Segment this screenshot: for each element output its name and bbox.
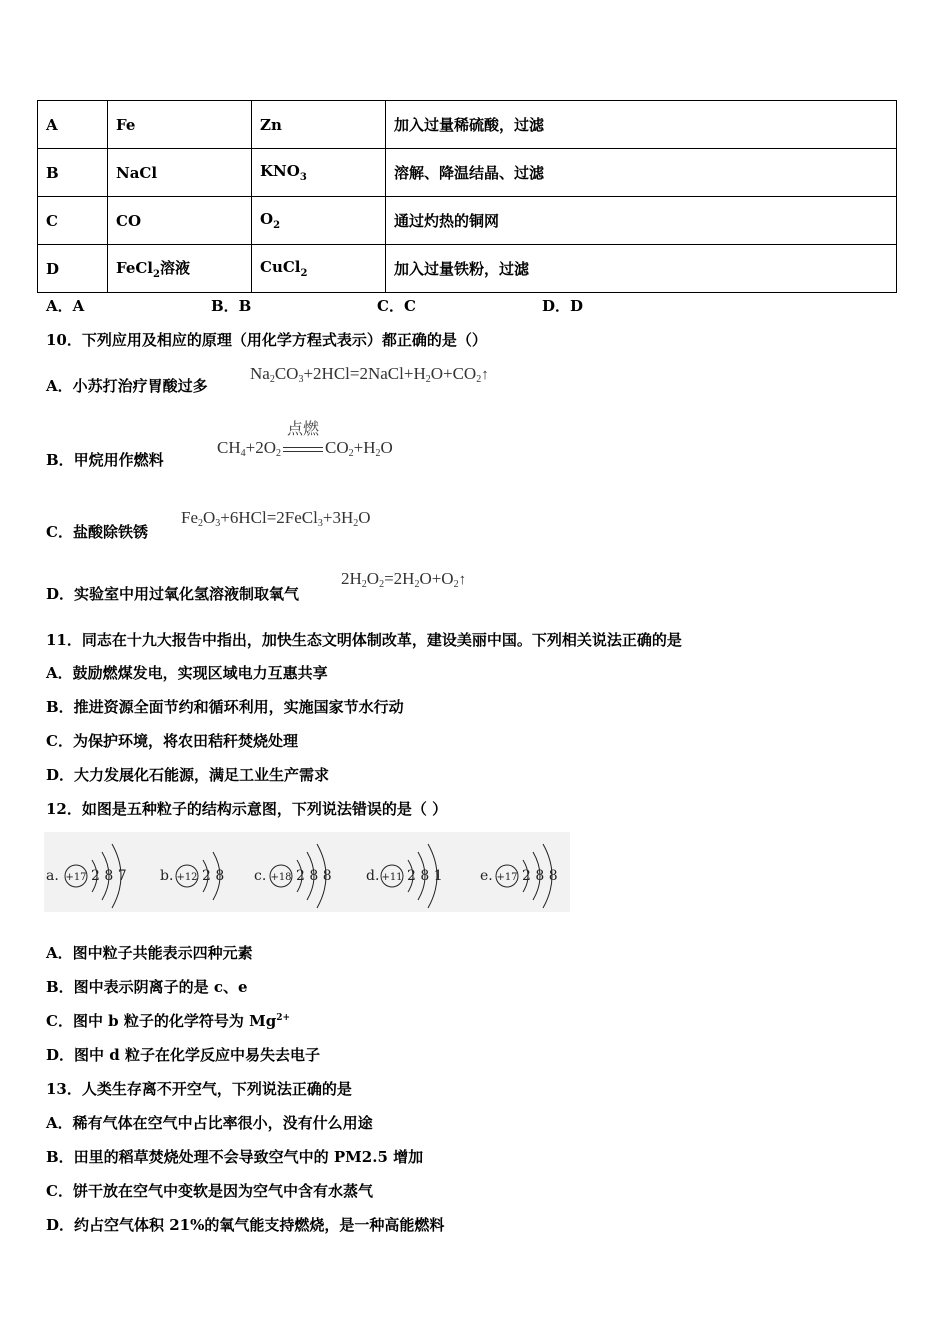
q11-option-d[interactable]: D．大力发展化石能源，满足工业生产需求 [46,766,330,784]
formula-main: O [260,210,274,228]
formula-sub: 2 [153,269,160,280]
choice-d[interactable]: D．D [542,297,584,315]
q11-option-a[interactable]: A．鼓励燃煤发电，实现区域电力互惠共享 [46,664,328,682]
shell-electrons: 2 8 8 [296,868,332,884]
method-cell: 溶解、降温结晶、过滤 [386,149,897,197]
formula-sub: 3 [299,172,307,183]
choice-b[interactable]: B．B [211,297,252,315]
q13-option-b[interactable]: B．田里的稻草焚烧处理不会导致空气中的 PM2.5 增加 [46,1148,424,1166]
substance-cell [108,245,252,293]
shell-electrons: 2 8 1 [407,868,443,884]
choice-a[interactable]: A．A [46,297,85,315]
table-row [38,197,897,245]
method-cell: 加入过量铁粉，过滤 [386,245,897,293]
nucleus-charge: +11 [381,872,403,883]
particle-label: a. [46,868,59,884]
particle-label: b. [160,868,174,884]
substance-cell: CO [108,197,252,245]
particle-e [480,844,558,908]
shell-electrons: 2 8 7 [91,868,127,884]
formula-sub: 2 [273,220,281,231]
q10-option-a[interactable]: A．小苏打治疗胃酸过多 [46,377,208,395]
substance-cell: NaCl [108,149,252,197]
q13-stem: 13．人类生存离不开空气，下列说法正确的是 [46,1080,352,1098]
particle-label: c. [254,868,267,884]
equation-b: $CH_4+2O_2$ 点燃 $CO_2+H_2O$ [217,438,393,459]
equation-d: $2H_2O_2=2H_2O+O_2↑$ [341,569,467,590]
method-cell: 加入过量稀硫酸，过滤 [386,101,897,149]
q11-stem: 11．同志在十九大报告中指出，加快生态文明体制改革，建设美丽中国。下列相关说法正确的是 [46,631,682,649]
table-row [38,149,897,197]
nucleus-charge: +17 [65,872,87,883]
table-row [38,101,897,149]
q10-option-d[interactable]: D．实验室中用过氧化氢溶液制取氧气 [46,585,300,603]
impurity-cell [252,245,386,293]
nucleus-charge: +17 [496,872,518,883]
equation-a: $Na_2CO_3+2HCl=2NaCl+H_2O+CO_2↑$ [250,364,489,385]
q12-option-c[interactable] [46,1010,290,1031]
q11-option-b[interactable]: B．推进资源全面节约和循环利用，实施国家节水行动 [46,698,404,716]
option-cell: A [38,101,108,149]
formula-main: FeCl [116,259,154,277]
option-cell: B [38,149,108,197]
q10-stem: 10．下列应用及相应的原理（用化学方程式表示）都正确的是（） [46,331,487,349]
particle-d [366,844,443,908]
q12-stem: 12．如图是五种粒子的结构示意图，下列说法错误的是（ ） [46,800,448,818]
q13-option-c[interactable]: C．饼干放在空气中变软是因为空气中含有水蒸气 [46,1182,373,1200]
q12-option-b[interactable]: B．图中表示阴离子的是 c、e [46,978,248,996]
impurity-cell [252,149,386,197]
table-row [38,245,897,293]
particle-label: e. [480,868,493,884]
formula-tail: 溶液 [159,259,190,277]
formula-main: CuCl [260,258,301,276]
nucleus-charge: +18 [270,872,292,883]
particle-c [254,844,332,908]
particle-diagram-svg [44,832,570,912]
method-cell: 通过灼热的铜网 [386,197,897,245]
formula-main: KNO [260,162,300,180]
ion-charge: 2+ [276,1013,290,1023]
q13-option-d[interactable]: D．约占空气体积 21%的氧气能支持燃烧，是一种高能燃料 [46,1216,445,1234]
option-text: C．图中 b 粒子的化学符号为 Mg [46,1012,277,1030]
equation-c: $Fe_2O_3+6HCl=2FeCl_3+3H_2O$ [181,508,371,529]
option-cell: D [38,245,108,293]
option-cell: C [38,197,108,245]
q9-table [37,100,897,293]
nucleus-charge: +12 [176,872,198,883]
q10-option-b[interactable]: B．甲烷用作燃料 [46,451,164,469]
particle-diagram [44,832,570,912]
impurity-cell [252,197,386,245]
q12-option-d[interactable]: D．图中 d 粒子在化学反应中易失去电子 [46,1046,320,1064]
shell-electrons: 2 8 8 [522,868,558,884]
particle-a [46,844,127,908]
q13-option-a[interactable]: A．稀有气体在空气中占比率很小，没有什么用途 [46,1114,373,1132]
shell-electrons: 2 8 [202,868,225,884]
reaction-condition [283,419,323,458]
formula-sub: 2 [300,268,308,279]
impurity-cell: Zn [252,101,386,149]
choice-c[interactable]: C．C [377,297,416,315]
q10-option-c[interactable]: C．盐酸除铁锈 [46,523,148,541]
q11-option-c[interactable]: C．为保护环境，将农田秸秆焚烧处理 [46,732,298,750]
particle-label: d. [366,868,380,884]
particle-b [160,852,224,900]
condition-label: 点燃 [286,419,319,438]
substance-cell: Fe [108,101,252,149]
q12-option-a[interactable]: A．图中粒子共能表示四种元素 [46,944,253,962]
